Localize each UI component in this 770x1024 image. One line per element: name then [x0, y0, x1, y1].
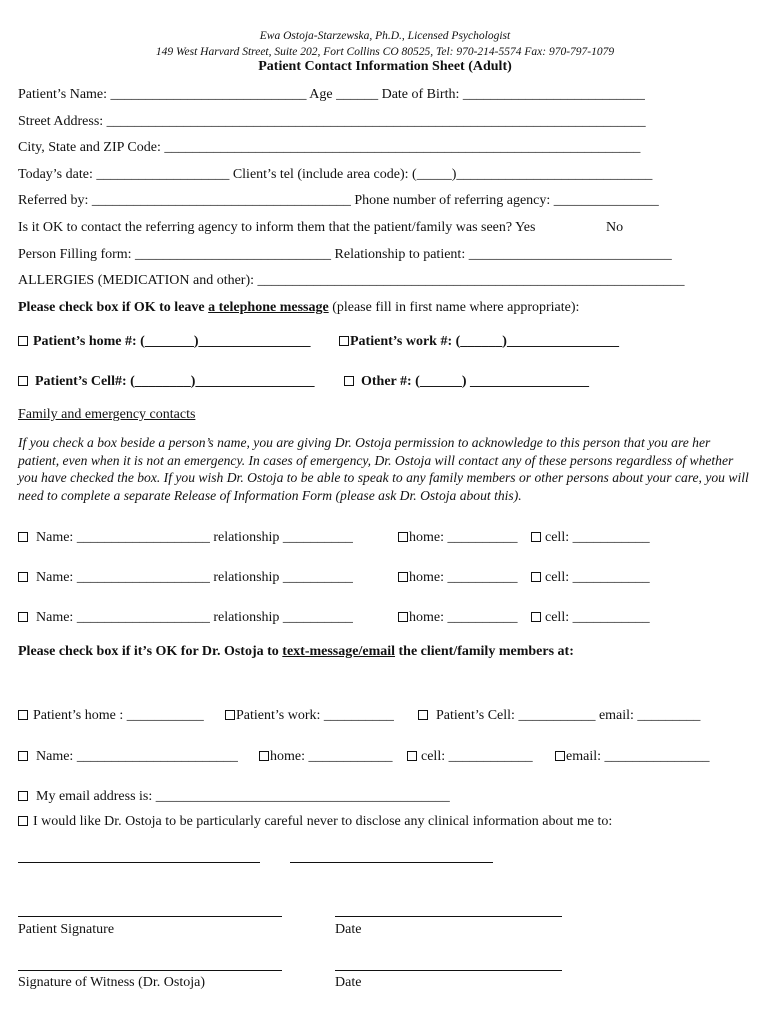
patient-work-phone-label: Patient’s work #: (______)________________: [350, 334, 619, 349]
disclosure-person-line-2[interactable]: [290, 862, 493, 863]
contact-home-option[interactable]: [398, 570, 518, 586]
text-patient-home-label: Patient’s home : ___________: [33, 708, 204, 723]
checkbox[interactable]: [339, 336, 349, 346]
phone-intro-bold: Please check box if OK to leave: [18, 300, 209, 315]
text-intro-rest: the client/family members at:: [395, 644, 574, 659]
contact-cell-option[interactable]: [531, 530, 650, 546]
careful-disclosure-option[interactable]: [18, 814, 612, 830]
contact-cell-field: cell: ___________: [545, 570, 650, 585]
checkbox[interactable]: [398, 612, 408, 622]
my-email-field: My email address is: __________________________________________: [36, 789, 450, 804]
checkbox[interactable]: [344, 376, 354, 386]
careful-disclosure-label: I would like Dr. Ostoja to be particularly careful never to disclose any clinical information about me to:: [33, 814, 613, 829]
date-label-1: Date: [335, 922, 362, 937]
my-email-option[interactable]: [18, 789, 450, 805]
checkbox[interactable]: [18, 751, 28, 761]
other-phone-option[interactable]: [344, 374, 589, 390]
text-patient-cell-label: Patient’s Cell: ___________ email: _________: [436, 708, 701, 723]
witness-signature-label: Signature of Witness (Dr. Ostoja): [18, 975, 205, 990]
patient-cell-phone-label: Patient’s Cell#: (________)_________________: [35, 374, 315, 389]
contact-cell-field: cell: ___________: [545, 530, 650, 545]
patient-home-phone-option[interactable]: [18, 334, 311, 350]
checkbox[interactable]: [18, 612, 28, 622]
city-state-zip-field[interactable]: City, State and ZIP Code: ____________________________________________________________________: [18, 140, 641, 155]
text-name-email-field: email: _______________: [566, 749, 710, 764]
checkbox[interactable]: [18, 710, 28, 720]
other-phone-label: Other #: (______) _________________: [361, 374, 589, 389]
date-label-2: Date: [335, 975, 362, 990]
date-line-1[interactable]: [335, 916, 562, 917]
allergies-field[interactable]: ALLERGIES (MEDICATION and other): _____________________________________________________________: [18, 273, 685, 288]
text-message-intro: [18, 644, 574, 660]
no-option[interactable]: No: [606, 220, 624, 235]
phone-message-intro: [18, 300, 579, 316]
text-name-row[interactable]: [18, 749, 238, 765]
checkbox[interactable]: [18, 791, 28, 801]
text-patient-work-label: Patient’s work: __________: [236, 708, 394, 723]
contact-name-field: Name: ___________________ relationship __________: [36, 570, 353, 585]
patient-work-phone-option[interactable]: [339, 334, 619, 350]
checkbox[interactable]: [531, 612, 541, 622]
contact-row[interactable]: [18, 530, 353, 546]
family-contacts-heading: Family and emergency contacts: [18, 407, 196, 422]
phone-intro-rest: (please fill in first name where appropriate):: [328, 300, 580, 315]
text-intro-bold: Please check box if it’s OK for Dr. Ostoja to: [18, 644, 283, 659]
todays-date-field[interactable]: Today’s date: ___________________ Client’s tel (include area code): (_____)____________________________: [18, 167, 653, 182]
patient-home-phone-label: Patient’s home #: (_______)________________: [33, 334, 311, 349]
contact-home-option[interactable]: [398, 530, 518, 546]
checkbox[interactable]: [18, 336, 28, 346]
contact-row[interactable]: [18, 570, 353, 586]
contact-home-field: home: __________: [409, 570, 518, 585]
contact-home-field: home: __________: [409, 610, 518, 625]
contact-home-option[interactable]: [398, 610, 518, 626]
contact-cell-option[interactable]: [531, 570, 650, 586]
text-name-field: Name: _______________________: [36, 749, 238, 764]
referred-by-field[interactable]: Referred by: _____________________________________ Phone number of referring agency: _______________: [18, 193, 659, 208]
text-name-cell-field: cell: ____________: [421, 749, 533, 764]
text-name-home-field: home: ____________: [270, 749, 393, 764]
person-filling-field[interactable]: Person Filling form: ____________________________ Relationship to patient: _____________________________: [18, 247, 672, 262]
checkbox[interactable]: [531, 532, 541, 542]
date-line-2[interactable]: [335, 970, 562, 971]
checkbox[interactable]: [531, 572, 541, 582]
patient-signature-line[interactable]: [18, 916, 282, 917]
contact-row[interactable]: [18, 610, 353, 626]
family-contacts-paragraph: If you check a box beside a person’s name, you are giving Dr. Ostoja permission to acknowledge to this person that you are her patient, even when it is not an emergency. In cases of emergency, Dr. Ostoja will contact any of these persons regardless of whether you have checked the box. If you wish Dr. Ostoja to be able to speak to any family members or other persons about your care, you will need to complete a separate Release of Information Form (please ask Dr. Ostoja about this).: [18, 435, 749, 503]
text-intro-underlined: text-message/email: [282, 644, 396, 659]
checkbox[interactable]: [407, 751, 417, 761]
patient-cell-phone-option[interactable]: [18, 374, 314, 390]
checkbox[interactable]: [18, 532, 28, 542]
checkbox[interactable]: [225, 710, 235, 720]
checkbox[interactable]: [18, 376, 28, 386]
text-name-cell-option[interactable]: [407, 749, 533, 765]
contact-name-field: Name: ___________________ relationship __________: [36, 530, 353, 545]
checkbox[interactable]: [259, 751, 269, 761]
contact-home-field: home: __________: [409, 530, 518, 545]
text-patient-home-option[interactable]: [18, 708, 204, 724]
text-patient-work-option[interactable]: [225, 708, 394, 724]
contact-cell-option[interactable]: [531, 610, 650, 626]
text-name-home-option[interactable]: [259, 749, 393, 765]
text-patient-cell-option[interactable]: [418, 708, 700, 724]
contact-name-field: Name: ___________________ relationship __________: [36, 610, 353, 625]
street-address-field[interactable]: Street Address: _____________________________________________________________________________: [18, 114, 646, 129]
checkbox[interactable]: [398, 532, 408, 542]
text-name-email-option[interactable]: [555, 749, 710, 765]
checkbox[interactable]: [18, 816, 28, 826]
patient-name-field[interactable]: Patient’s Name: ____________________________ Age ______ Date of Birth: __________________________: [18, 87, 645, 102]
contact-cell-field: cell: ___________: [545, 610, 650, 625]
patient-signature-label: Patient Signature: [18, 922, 115, 937]
disclosure-person-line-1[interactable]: [18, 862, 260, 863]
phone-intro-underlined: a telephone message: [208, 300, 329, 315]
checkbox[interactable]: [18, 572, 28, 582]
checkbox[interactable]: [398, 572, 408, 582]
form-title: Patient Contact Information Sheet (Adult): [258, 59, 512, 74]
practice-address: 149 West Harvard Street, Suite 202, Fort Collins CO 80525, Tel: 970-214-5574 Fax: 970-797-1079: [155, 46, 615, 58]
witness-signature-line[interactable]: [18, 970, 282, 971]
checkbox[interactable]: [555, 751, 565, 761]
checkbox[interactable]: [418, 710, 428, 720]
ok-contact-agency-question[interactable]: Is it OK to contact the referring agency to inform them that the patient/family was seen? Yes: [18, 220, 536, 235]
practitioner-name: Ewa Ostoja-Starzewska, Ph.D., Licensed Psychologist: [259, 30, 511, 42]
